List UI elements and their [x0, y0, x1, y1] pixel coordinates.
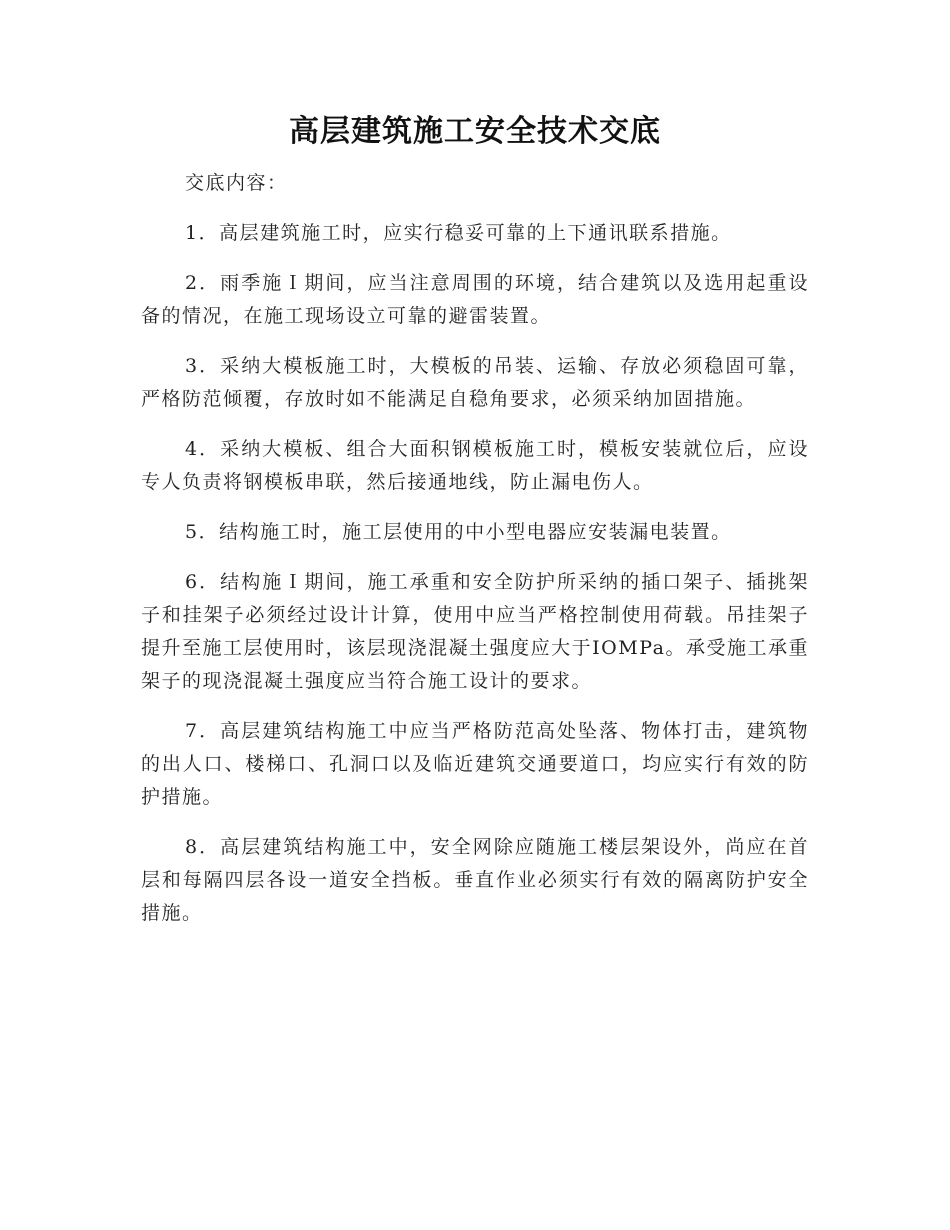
clause-2: 2．雨季施Ｉ期间，应当注意周围的环境，结合建筑以及选用起重设备的情况，在施工现场设立可靠的避雷装置。	[141, 272, 809, 327]
clause-5: 5．结构施工时，施工层使用的中小型电器应安装漏电装置。	[185, 521, 732, 543]
clause-1: 1．高层建筑施工时，应实行稳妥可靠的上下通讯联系措施。	[185, 222, 732, 244]
clause-3: 3．采纳大模板施工时，大模板的吊装、运输、存放必须稳固可靠，严格防范倾覆，存放时如不能满足自稳角要求，必须采纳加固措施。	[141, 355, 809, 410]
intro-label: 交底内容：	[185, 172, 288, 194]
clause-6: 6．结构施Ｉ期间，施工承重和安全防护所采纳的插口架子、插挑架子和挂架子必须经过设计计算，使用中应当严格控制使用荷载。吊挂架子提升至施工层使用时，该层现浇混凝土强度应大于IOMPa。承受施工承重架子的现浇混凝土强度应当符合施工设计的要求。	[141, 571, 809, 692]
clause-4: 4．采纳大模板、组合大面积钢模板施工时，模板安装就位后，应设专人负责将钢模板串联，然后接通地线，防止漏电伤人。	[141, 438, 809, 493]
clause-8: 8．高层建筑结构施工中，安全网除应随施工楼层架设外，尚应在首层和每隔四层各设一道安全挡板。垂直作业必须实行有效的隔离防护安全措施。	[141, 836, 809, 924]
clause-7: 7．高层建筑结构施工中应当严格防范高处坠落、物体打击，建筑物的出人口、楼梯口、孔洞口以及临近建筑交通要道口，均应实行有效的防护措施。	[141, 720, 809, 808]
document-title: 高层建筑施工安全技术交底	[289, 114, 661, 149]
document-body	[141, 167, 809, 947]
